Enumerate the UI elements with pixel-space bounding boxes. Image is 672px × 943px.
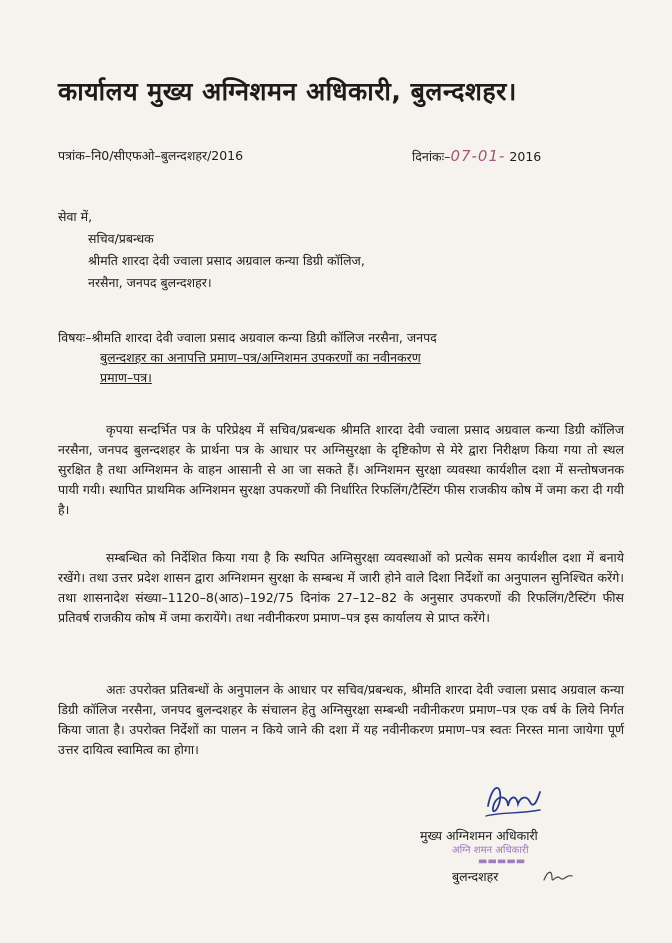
date-label: दिनांकः– [412, 149, 451, 164]
signatory-title: मुख्य अग्निशमन अधिकारी [420, 828, 538, 843]
office-heading: कार्यालय मुख्य अग्निशमन अधिकारी, बुलन्दशहर। [58, 77, 517, 106]
paragraph-3: अतः उपरोक्त प्रतिबन्धों के अनुपालन के आधार पर सचिव/प्रबन्धक, श्रीमति शारदा देवी ज्वाला प्रसाद अग्रवाल कन्या डिग्री कॉलिज नरसैना, जनपद बुलन्दशहर के संचालन हेतु अग्निसुरक्षा सम्बन्धी नवीनीकरण प्रमाण–पत्र एक वर्ष के लिये निर्गत किया जाता है। उपरोक्त निर्देशों का पालन न किये जाने की दशा में यह नवीनीकरण प्रमाण–पत्र स्वतः निरस्त माना जायेगा पूर्ण उत्तर दायित्व स्वामित्व का होगा। [58, 682, 624, 757]
subject-line1: विषयः–श्रीमति शारदा देवी ज्वाला प्रसाद अग्रवाल कन्या डिग्री कॉलिज नरसैना, जनपद [58, 330, 437, 345]
signature-mark [478, 776, 548, 824]
paragraph-2: सम्बन्धित को निर्देशित किया गया है कि स्थपित अग्निसुरक्षा व्यवस्थाओं को प्रत्येक समय कार्यशील दशा में बनाये रखेंगे। तथा उत्तर प्रदेश शासन द्वारा अग्निशमन सुरक्षा के सम्बन्ध में जारी होने वाले दिशा निर्देशों का अनुपालन सुनिश्चित करेंगे। तथा शासनादेश संख्या–1120–8(आठ)–192/75 दिनांक 27–12–82 के अनुसार उपकरणों की रिफलिंग/टैस्टिंग फीस प्रतिवर्ष राजकीय कोष में जमा करायेंगे। तथा नवीनीकरण प्रमाण–पत्र इस कार्यालय से प्राप्त करेंगे। [58, 550, 624, 625]
stamp-impression-mark: ▬▬▬▬▬ [478, 856, 526, 867]
paragraph-1: कृपया सन्दर्भित पत्र के परिप्रेक्ष्य में सचिव/प्रबन्धक श्रीमति शारदा देवी ज्वाला प्रसाद अग्रवाल कन्या डिग्री कॉलिज नरसैना, जनपद बुलन्दशहर के प्रार्थना पत्र के आधार पर अग्निसुरक्षा के दृष्टिकोण से मेरे द्वारा निरीक्षण किया गया तो स्थल सुरक्षित है तथा अग्निशमन के वाहन आसानी से आ जा सकते हैं। अग्निशमन सुरक्षा व्यवस्था कार्यशील दशा में सन्तोषजनक पायी गयी। स्थापित प्राथमिक अग्निशमन सुरक्षा उपकरणों की निर्धारित रिफलिंग/टैस्टिंग फीस राजकीय कोष में जमा करा दी गयी है। [58, 422, 624, 517]
subject-line3: प्रमाण–पत्र। [100, 370, 152, 385]
date-line [412, 147, 541, 165]
recipient-address [58, 206, 365, 294]
subject-block [58, 328, 618, 388]
subject-line2: बुलन्दशहर का अनापत्ति प्रमाण–पत्र/अग्निशमन उपकरणों का नवीनकरण [100, 350, 421, 365]
salutation: सेवा में, [58, 209, 93, 224]
recipient-line1: श्रीमति शारदा देवी ज्वाला प्रसाद अग्रवाल कन्या डिग्री कॉलिज, [88, 253, 365, 268]
initials-mark [540, 866, 576, 888]
reference-number: पत्रांक–नि0/सीएफओ–बुलन्दशहर/2016 [58, 148, 244, 163]
handwritten-date: 07-01- [450, 147, 506, 165]
recipient-title: सचिव/प्रबन्धक [88, 231, 154, 246]
date-year: 2016 [509, 149, 542, 164]
recipient-line2: नरसैना, जनपद बुलन्दशहर। [88, 275, 212, 290]
stamp-impression: अग्नि शमन अधिकारी [452, 845, 529, 856]
signatory-city: बुलन्दशहर [452, 869, 499, 884]
